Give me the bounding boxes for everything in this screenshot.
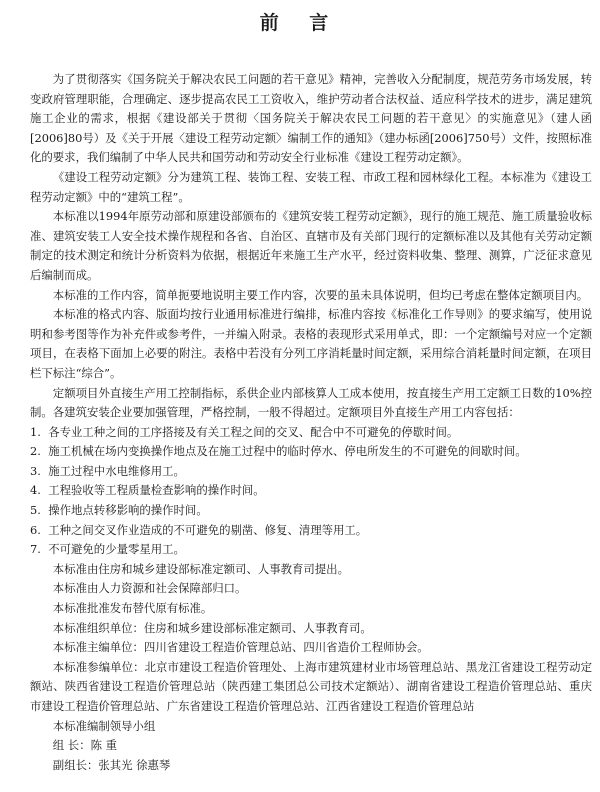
list-item (30, 462, 592, 482)
paragraph-replacement: 本标准批准发布替代原有标准。 (52, 601, 213, 616)
paragraph-labor-control: 定额项目外直接生产用工控制指标，系供企业内部核算人工成本使用，按直接生产用工定额工日数的10%控制。各建筑安装企业要加强管理，严格控制，一般不得超过。定额项目外直接生产用工内容包括： (30, 385, 592, 420)
list-text: 施工过程中水电维修用工。 (48, 463, 185, 478)
deputy-group-leader: 副组长：张其光 徐惠琴 (52, 757, 171, 772)
list-text: 施工机械在场内变换操作地点及在施工过程中的临时停水、停电所发生的不可避免的间歇时间。 (48, 444, 527, 459)
list-number: 7. (30, 542, 41, 557)
paragraph-work-content: 本标准的工作内容，简单扼要地说明主要工作内容，次要的虽未具体说明，但均已考虑在整体定额项目内。 (52, 287, 589, 302)
paragraph-format: 本标准的格式内容、版面均按行业通用标准进行编排，标准内容按《标准化工作导则》的要求编写，使用说明和参考图等作为补充件或参考件，一并编入附录。表格的表现形式采用单式，即：一个定额编号对应一个定额项目，在表格下面加上必要的附注。表格中若没有分列工序消耗量时间定额，采用综合消耗量时间定额，在项目栏下标注“综合”。 (30, 307, 592, 380)
page-title: 前 言 (259, 12, 341, 34)
list-item (30, 540, 592, 560)
paragraph-organizer: 本标准组织单位：住房和城乡建设部标准定额司、人事教育司。 (52, 620, 372, 635)
list-text: 工程验收等工程质量检查影响的操作时间。 (48, 483, 265, 498)
group-leader: 组 长：陈 重 (52, 738, 117, 753)
list-item (30, 481, 592, 501)
paragraph-basis: 本标准以1994年原劳动部和原建设部颁布的《建筑安装工程劳动定额》，现行的施工规范、施工质量验收标准、建筑安装工人安全技术操作规程和各省、自治区、直辖市及有关部门现行的定额标准以及其他有关劳动定额制定的技术测定和统计分析资料为依据，根据近年来施工生产水平，经过资料收集、整理、测算，广泛征求意见后编制而成。 (30, 209, 592, 282)
paragraph-purpose: 为了贯彻落实《国务院关于解决农民工问题的若干意见》精神，完善收入分配制度，规范劳务市场发展，转变政府管理职能，合理确定、逐步提高农民工工资收入，维护劳动者合法权益、适应科学技术的进步，满足建筑施工企业的需求，根据《建设部关于贯彻〈国务院关于解决农民工问题的若干意见〉的实施意见》（建人函[2006]80号）及《关于开展〈建设工程劳动定额〉编制工作的通知》（建办标函[2006]750号）文件，按照标准化的要求，我们编制了中华人民共和国劳动和劳动安全行业标准《建设工程劳动定额》。 (30, 72, 592, 165)
paragraph-participating-units: 本标准参编单位：北京市建设工程造价管理处、上海市建筑建材业市场管理总站、黑龙江省建设工程劳动定额站、陕西省建设工程造价管理总站（陕西建工集团总公司技术定额站）、湖南省建设工程造价管理总站、重庆市建设工程造价管理总站、广东省建设工程造价管理总站、江西省建设工程造价管理总站 (30, 659, 592, 713)
list-text: 不可避免的少量零星用工。 (48, 542, 185, 557)
list-number: 1. (30, 424, 41, 439)
list-text: 工种之间交叉作业造成的不可避免的剔凿、修复、清理等用工。 (48, 522, 368, 537)
list-text: 操作地点转移影响的操作时间。 (48, 503, 208, 518)
list-item (30, 521, 592, 541)
list-number: 3. (30, 463, 41, 478)
list-number: 2. (30, 444, 41, 459)
list-item (30, 442, 592, 462)
paragraph-proposer: 本标准由住房和城乡建设部标准定额司、人事教育司提出。 (52, 561, 349, 576)
list-number: 4. (30, 483, 41, 498)
paragraph-chief-editor: 本标准主编单位：四川省建设工程造价管理总站、四川省造价工程师协会。 (52, 640, 429, 655)
list-number: 5. (30, 503, 41, 518)
paragraph-scope: 《建设工程劳动定额》分为建筑工程、装饰工程、安装工程、市政工程和园林绿化工程。本标准为《建设工程劳动定额》中的“建筑工程”。 (30, 169, 592, 204)
list-item (30, 423, 592, 443)
list-number: 6. (30, 522, 41, 537)
numbered-list (30, 423, 592, 560)
list-item (30, 501, 592, 521)
leadership-group-heading: 本标准编制领导小组 (52, 718, 156, 733)
paragraph-administrator: 本标准由人力资源和社会保障部归口。 (52, 581, 247, 596)
list-text: 各专业工种之间的工序搭接及有关工程之间的交叉、配合中不可避免的停歇时间。 (48, 424, 459, 439)
preface-body (30, 70, 592, 775)
